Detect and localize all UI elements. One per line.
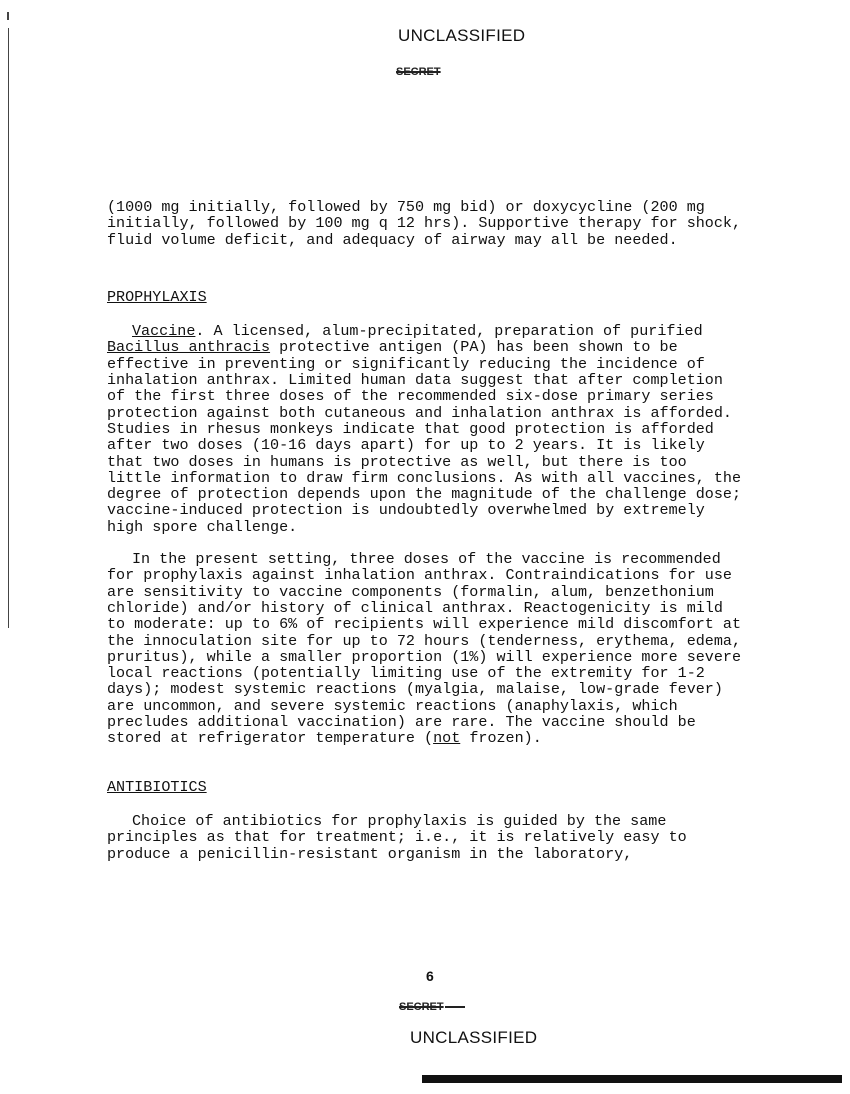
vaccine-label: Vaccine [132,322,196,341]
setting-text-b: frozen). [460,729,542,748]
document-body [107,199,747,878]
antibiotics-heading: ANTIBIOTICS [107,777,207,796]
setting-text-a: In the present setting, three doses of the vaccine is recommended for prophylaxis against inhalation anthrax. Contraindications for use are sensitivity to vaccine components (formalin, alum, benzethonium chloride) and/or history of clinical anthrax. Reactogenicity is mild to moderate: up to 6% of recipients will experience mild discomfort at the innoculation site for up to 72 hours (tenderness, erythema, edema, pruritus), while a smaller proportion (1%) will experience more severe local reactions (potentially limiting use of the extremity for 1-2 days); modest systemic reactions (myalgia, malaise, low-grade fever) are uncommon, and severe systemic reactions (anaphylaxis, which precludes additional vaccination) are rare. The vaccine should be stored at refrigerator temperature ( [107,550,742,748]
vaccine-text-a: . A licensed, alum-precipitated, preparation of purified [195,322,703,341]
footer-struck-marking: SECRET [399,1001,465,1013]
scan-edge-bar [422,1075,842,1083]
header-classification: UNCLASSIFIED [398,26,526,45]
header-struck-marking: SECRET [396,66,441,78]
page-number: 6 [426,968,434,984]
setting-paragraph [107,551,747,747]
margin-rule [8,28,9,628]
antibiotics-paragraph: Choice of antibiotics for prophylaxis is guided by the same principles as that for treatment; i.e., it is relatively easy to produce a penicillin-resistant organism in the laboratory, [107,811,687,863]
vaccine-paragraph [107,323,747,535]
bacillus-name: Bacillus anthracis [107,338,271,357]
prophylaxis-heading: PROPHYLAXIS [107,287,207,306]
not-word: not [433,729,461,748]
intro-paragraph: (1000 mg initially, followed by 750 mg bid) or doxycycline (200 mg initially, followed by 100 mg q 12 hrs). Supportive therapy for shock, fluid volume deficit, and adequacy of airway may all be needed. [107,198,742,249]
footer-classification: UNCLASSIFIED [410,1028,538,1047]
margin-tick [7,12,9,20]
vaccine-text-b: protective antigen (PA) has been shown to be effective in preventing or significantly reducing the incidence of inhalation anthrax. Limited human data suggest that after completion of the first three doses of the recommended six-dose primary series protection against both cutaneous and inhalation anthrax is afforded. Studies in rhesus monkeys indicate that good protection is afforded after two doses (10-16 days apart) for up to 2 years. It is likely that two doses in humans is protective as well, but there is too little information to draw firm conclusions. As with all vaccines, the degree of protection depends upon the magnitude of the challenge dose; vaccine-induced protection is undoubtedly overwhelmed by extremely high spore challenge. [107,338,742,536]
